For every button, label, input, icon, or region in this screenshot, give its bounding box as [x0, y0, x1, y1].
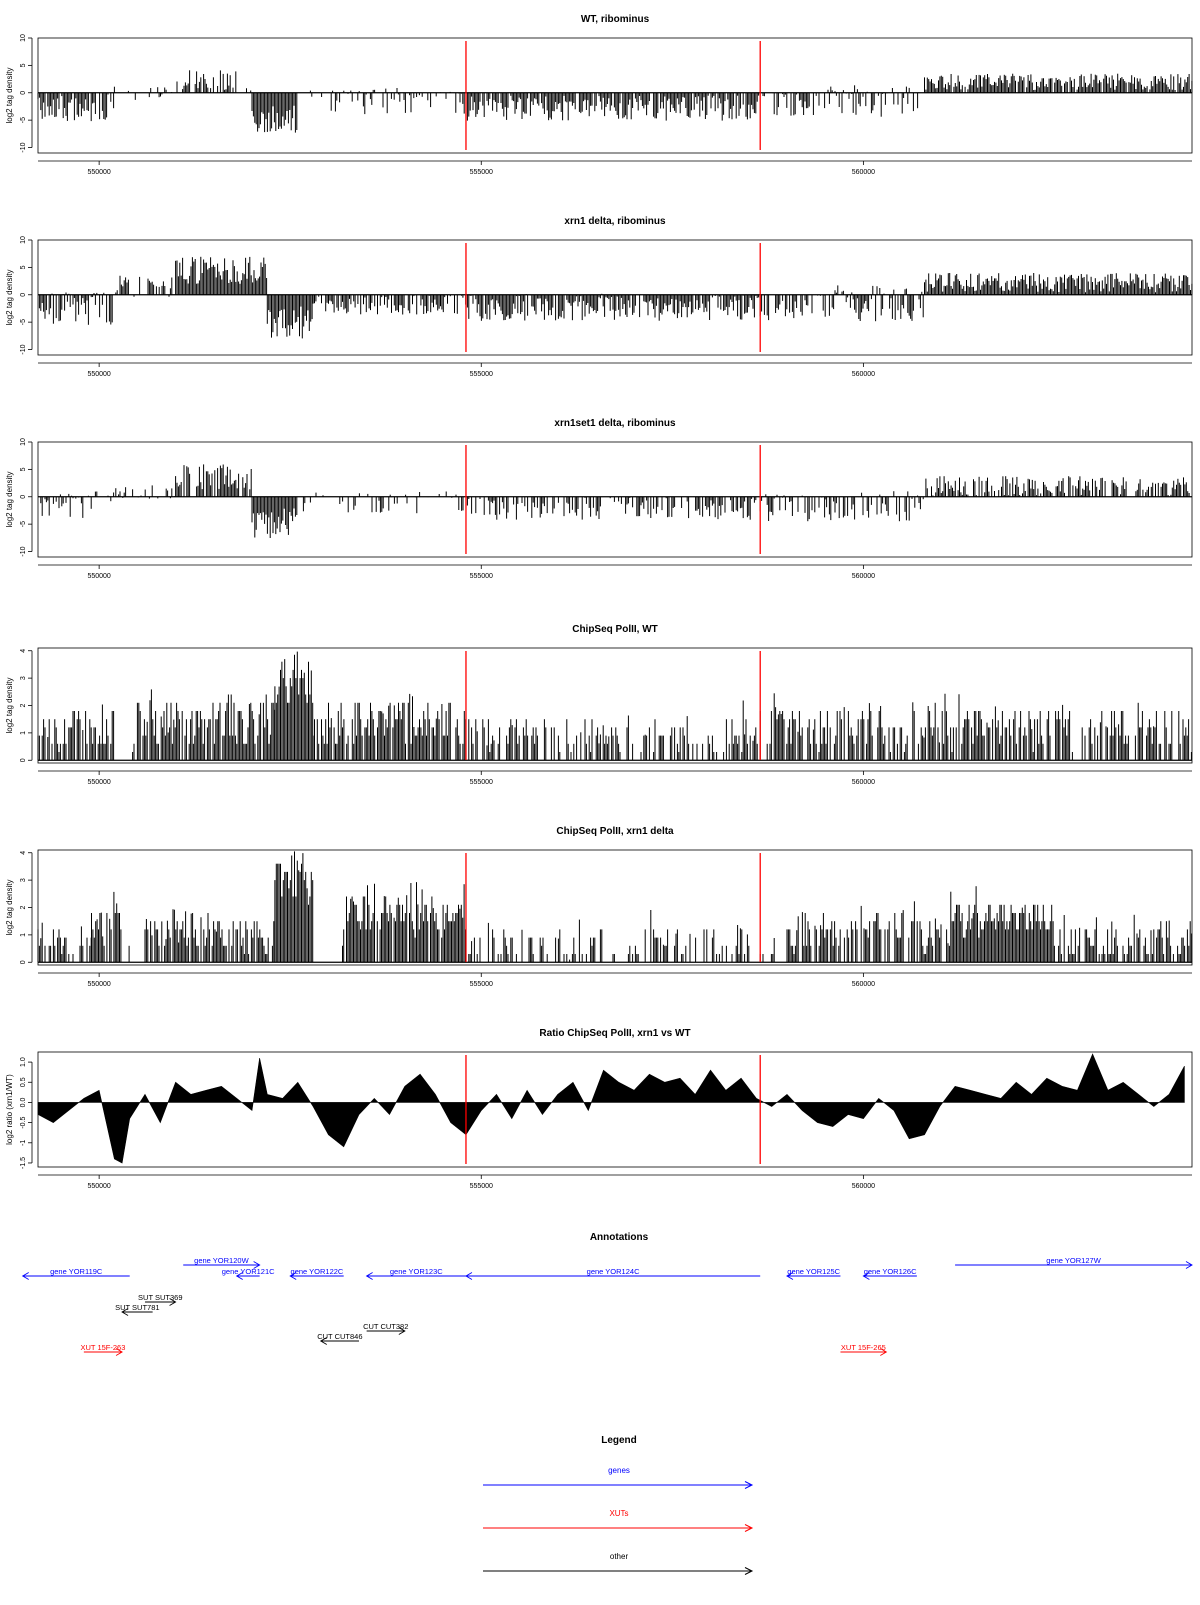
- chart-panel-4: [5, 624, 1192, 786]
- chart-panel-3: [5, 418, 1192, 580]
- y-tick-label: -5: [20, 319, 27, 326]
- legend-title: Legend: [601, 1435, 637, 1446]
- y-axis-label: log2 tag density: [5, 879, 14, 936]
- y-tick-label: -10: [20, 344, 27, 355]
- annotations-panel: [23, 1232, 1192, 1356]
- chart-title: xrn1 delta, ribominus: [564, 216, 666, 227]
- y-tick-label: 0: [20, 960, 27, 965]
- y-tick-label: -5: [20, 521, 27, 528]
- feature-label: gene YOR120W: [194, 1256, 249, 1265]
- x-tick-label: 555000: [469, 573, 493, 580]
- x-tick-label: 560000: [851, 169, 876, 176]
- feature-label: SUT SUT369: [138, 1293, 183, 1302]
- feature-gene: [863, 1267, 917, 1280]
- y-tick-label: 5: [20, 265, 27, 270]
- feature-label: XUT 15F-265: [840, 1343, 886, 1352]
- y-tick-label: -0.5: [20, 1116, 27, 1129]
- y-tick-label: 3: [20, 676, 27, 681]
- feature-label: gene YOR125C: [787, 1267, 841, 1276]
- feature-label: CUT CUT382: [363, 1322, 409, 1331]
- y-tick-label: 4: [20, 648, 27, 653]
- chart-panel-1: [5, 14, 1192, 176]
- series-marks: [38, 652, 1192, 761]
- feature-gene: [367, 1267, 466, 1280]
- feature-label: SUT SUT781: [115, 1303, 160, 1312]
- y-axis-label: log2 tag density: [5, 471, 14, 528]
- x-tick-label: 555000: [469, 371, 493, 378]
- y-tick-label: 1: [20, 730, 27, 735]
- feature-label: gene YOR126C: [863, 1267, 917, 1276]
- y-tick-label: -1.5: [20, 1156, 27, 1169]
- chart-title: WT, ribominus: [580, 14, 650, 25]
- legend-label: genes: [608, 1466, 630, 1475]
- x-tick-label: 550000: [87, 371, 111, 378]
- x-tick-label: 550000: [87, 169, 111, 176]
- series-marks: [38, 257, 1192, 339]
- y-tick-label: 5: [20, 63, 27, 68]
- chart-title: Ratio ChipSeq PolII, xrn1 vs WT: [539, 1028, 691, 1039]
- feature-gene: [955, 1256, 1192, 1269]
- series-marks: [38, 851, 1192, 962]
- feature-gene: [787, 1267, 841, 1280]
- y-tick-label: 10: [20, 34, 27, 42]
- y-tick-label: -5: [20, 117, 27, 124]
- x-tick-label: 555000: [469, 169, 493, 176]
- y-tick-label: -1: [20, 1139, 27, 1146]
- y-axis-label: log2 tag density: [5, 677, 14, 734]
- feature-label: XUT 15F-263: [80, 1343, 126, 1352]
- feature-label: CUT CUT846: [317, 1332, 363, 1341]
- feature-gene: [290, 1267, 344, 1280]
- y-tick-label: 2: [20, 703, 27, 708]
- x-tick-label: 555000: [469, 1183, 493, 1190]
- feature-xut: [81, 1343, 126, 1356]
- legend-panel: [483, 1435, 752, 1575]
- plot-frame: [38, 1052, 1192, 1167]
- y-tick-label: 1.0: [20, 1057, 27, 1067]
- feature-other: [317, 1332, 362, 1345]
- x-tick-label: 560000: [851, 371, 876, 378]
- legend-label: other: [609, 1552, 629, 1561]
- y-tick-label: 5: [20, 467, 27, 472]
- x-tick-label: 560000: [851, 1183, 876, 1190]
- feature-label: gene YOR127W: [1046, 1256, 1101, 1265]
- y-tick-label: 0.0: [20, 1097, 27, 1108]
- series-marks: [38, 464, 1192, 538]
- x-tick-label: 560000: [851, 573, 876, 580]
- legend-label: XUTs: [609, 1509, 629, 1518]
- plot-frame: [38, 850, 1192, 965]
- x-tick-label: 550000: [87, 779, 111, 786]
- feature-label: gene YOR124C: [586, 1267, 640, 1276]
- chart-panel-6: [5, 1028, 1192, 1190]
- feature-gene: [222, 1267, 275, 1280]
- ratio-area: [38, 1054, 1184, 1163]
- y-tick-label: 1: [20, 932, 27, 937]
- legend-item-xut: [483, 1509, 752, 1532]
- plot-frame: [38, 442, 1192, 557]
- y-tick-label: 10: [20, 236, 27, 244]
- feature-gene: [23, 1267, 130, 1280]
- y-tick-label: 10: [20, 438, 27, 446]
- x-tick-label: 560000: [851, 981, 876, 988]
- feature-other: [115, 1303, 159, 1316]
- feature-label: gene YOR122C: [290, 1267, 344, 1276]
- y-tick-label: 4: [20, 850, 27, 855]
- y-tick-label: 0: [20, 90, 27, 95]
- y-tick-label: -10: [20, 546, 27, 557]
- plot-frame: [38, 38, 1192, 153]
- feature-gene: [466, 1267, 760, 1280]
- y-tick-label: 0: [20, 292, 27, 297]
- chart-title: ChipSeq PolII, WT: [572, 624, 658, 635]
- y-tick-label: 3: [20, 878, 27, 883]
- x-tick-label: 555000: [469, 779, 493, 786]
- x-tick-label: 555000: [469, 981, 493, 988]
- chart-title: xrn1set1 delta, ribominus: [554, 418, 676, 429]
- feature-label: gene YOR121C: [221, 1267, 275, 1276]
- chart-panel-2: [5, 216, 1192, 378]
- legend-item-other: [483, 1552, 752, 1575]
- x-tick-label: 560000: [851, 779, 876, 786]
- feature-other: [363, 1322, 408, 1335]
- feature-xut: [840, 1343, 886, 1356]
- y-tick-label: -10: [20, 142, 27, 153]
- y-tick-label: 0: [20, 494, 27, 499]
- y-axis-label: log2 tag density: [5, 67, 14, 124]
- y-axis-label: log2 tag density: [5, 269, 14, 326]
- feature-label: gene YOR123C: [389, 1267, 443, 1276]
- y-tick-label: 0: [20, 758, 27, 763]
- y-tick-label: 0.5: [20, 1077, 27, 1088]
- x-tick-label: 550000: [87, 981, 111, 988]
- plot-frame: [38, 240, 1192, 355]
- chart-title: ChipSeq PolII, xrn1 delta: [556, 826, 674, 837]
- x-tick-label: 550000: [87, 1183, 111, 1190]
- annotations-title: Annotations: [589, 1232, 649, 1243]
- series-marks: [38, 70, 1192, 132]
- chart-panel-5: [5, 826, 1192, 988]
- x-tick-label: 550000: [87, 573, 111, 580]
- legend-item-gene: [483, 1466, 752, 1489]
- y-axis-label: log2 ratio (xrn1/WT): [5, 1074, 14, 1145]
- y-tick-label: 2: [20, 905, 27, 910]
- series-marks: [38, 1054, 1184, 1163]
- feature-label: gene YOR119C: [50, 1267, 103, 1276]
